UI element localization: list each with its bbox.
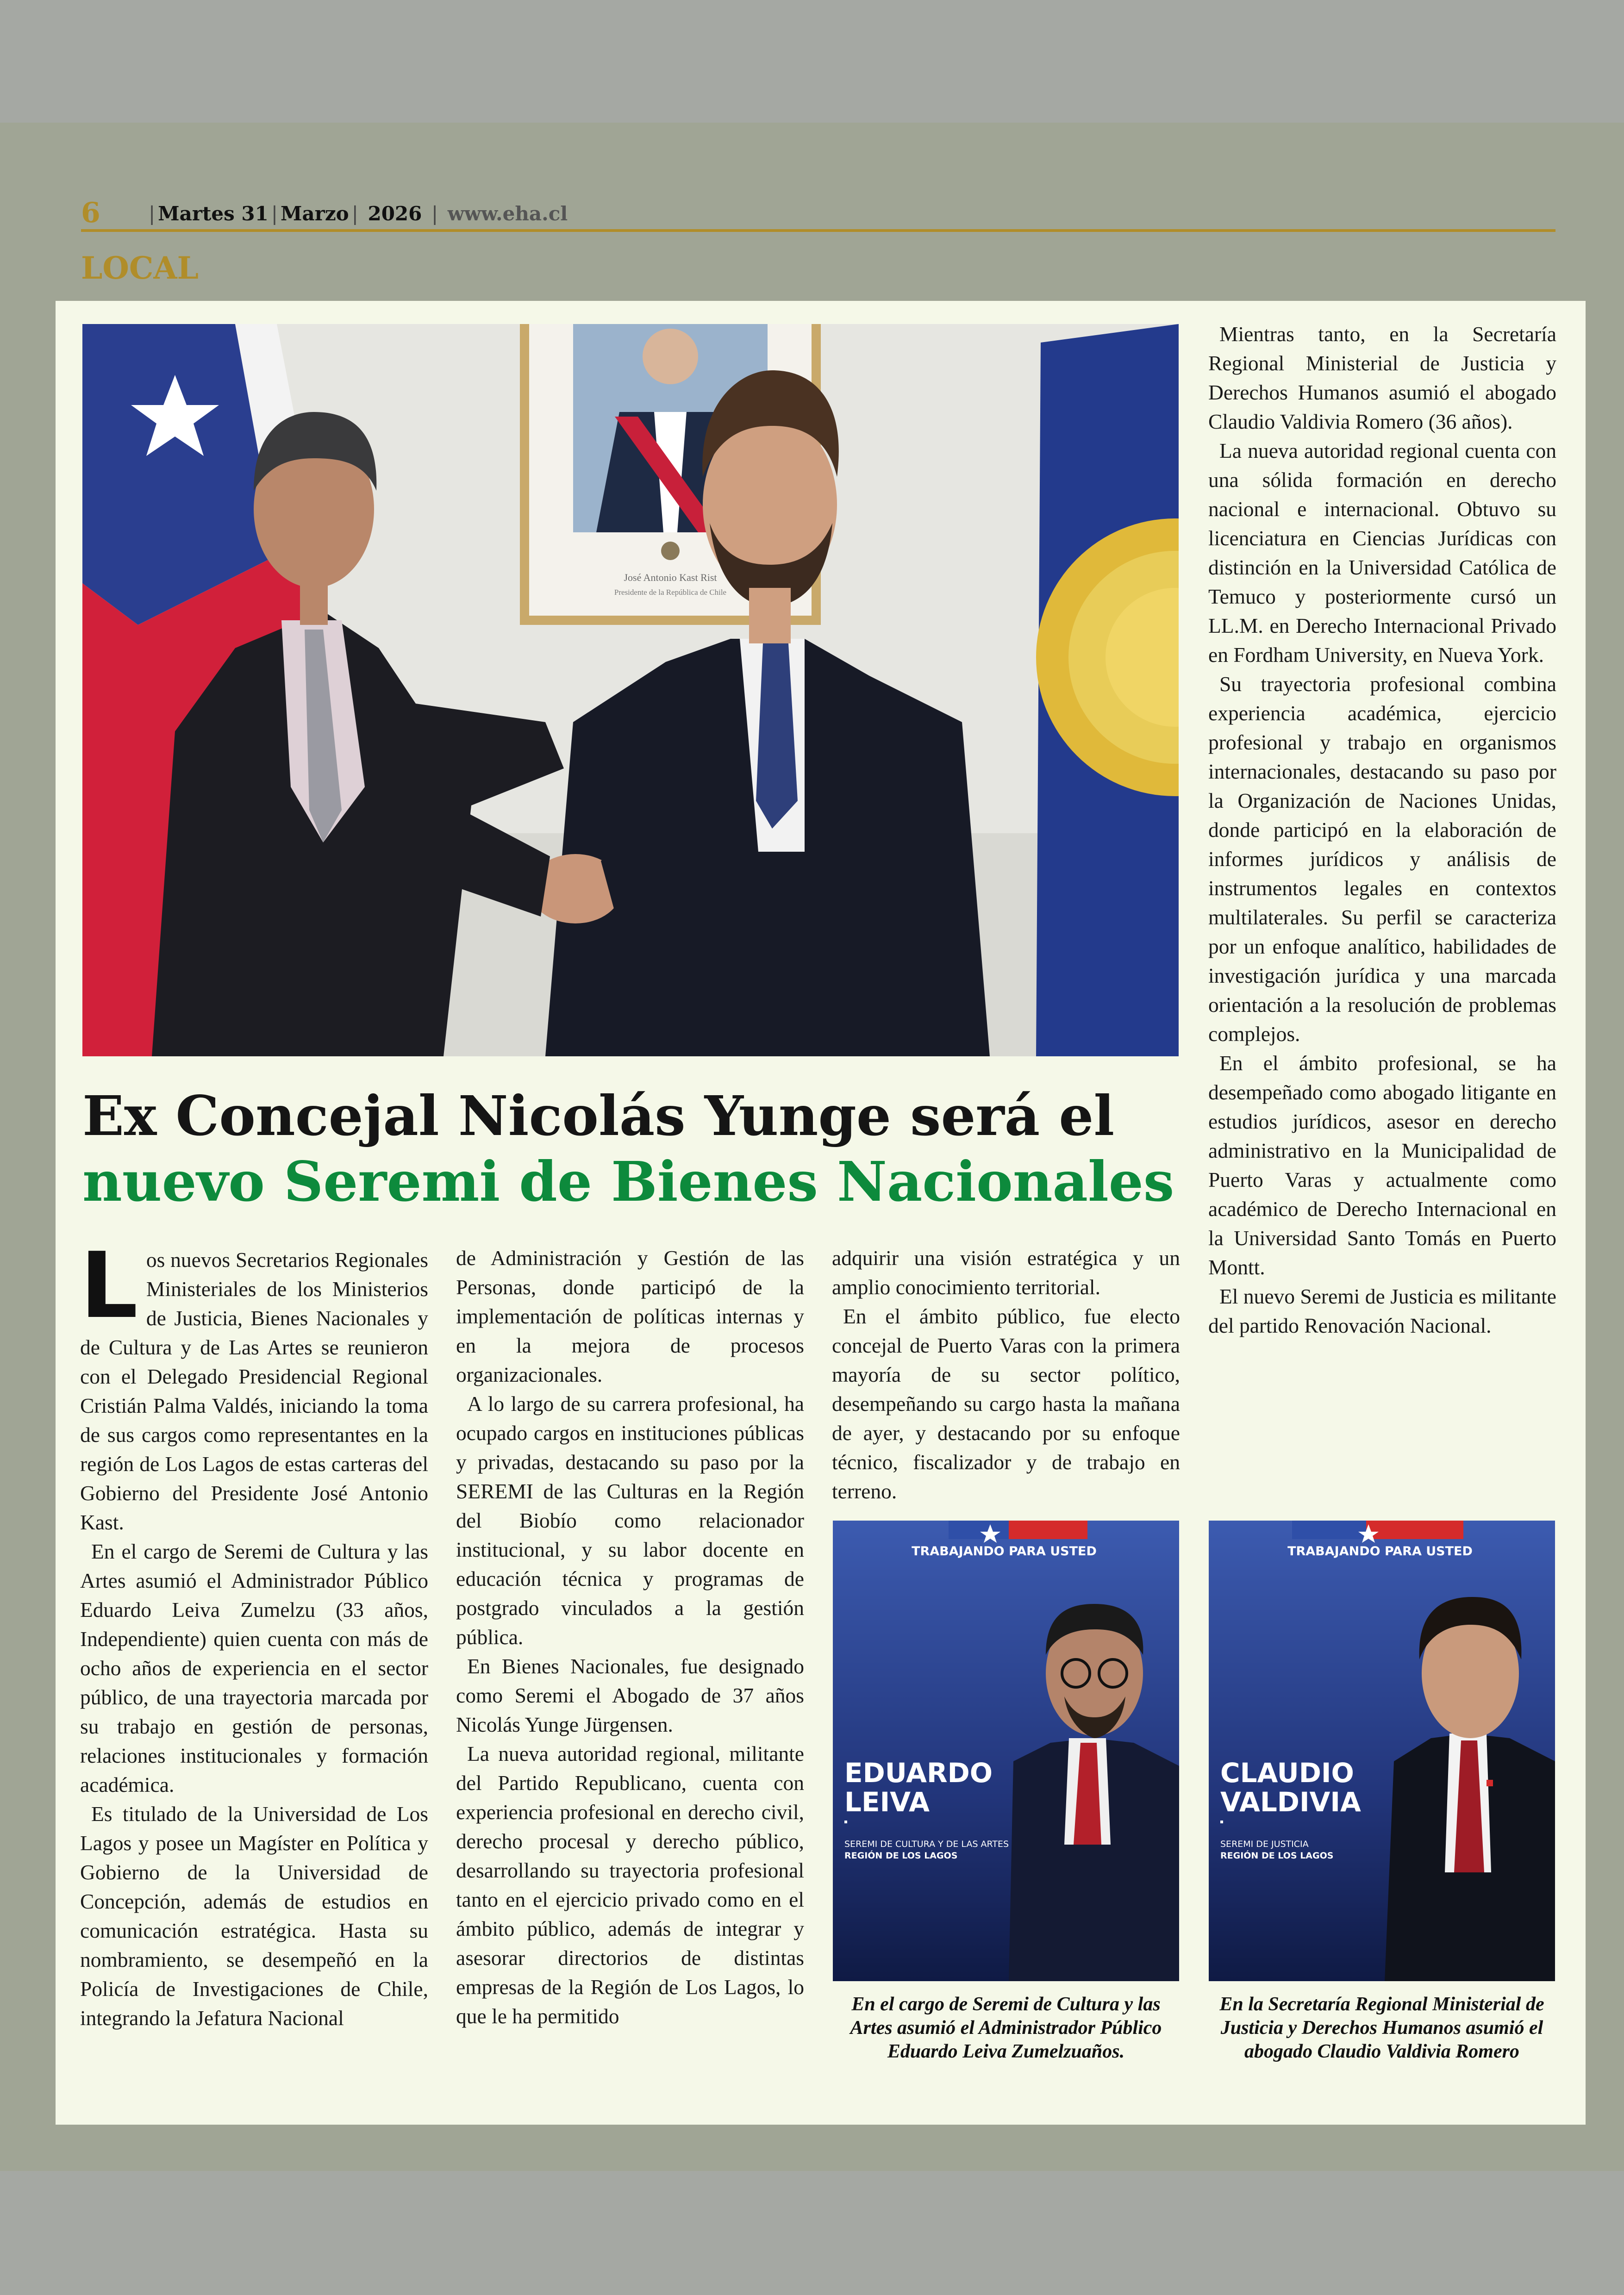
website-link[interactable]: www.eha.cl: [447, 202, 568, 225]
headline-line-2: nuevo Seremi de Bienes Nacionales: [82, 1149, 1174, 1214]
poster-caption-leiva: En el cargo de Seremi de Cultura y las Artes asumió el Administrador Público Eduardo Leiva Zumelzuaños.: [850, 1994, 1162, 2062]
article-paragraph: La nueva autoridad regional, militante del Partido Republicano, cuenta con experiencia profesional en derecho civil, derecho procesal y derecho público, desarrollando su trayectoria profesional tanto en el ejercicio privado como en el ámbito público, además de integrar y asesorar directorios de distintas empresas de la Región de Los Lagos, lo que le ha permitido: [456, 1742, 804, 2028]
article-paragraph: Mientras tanto, en la Secretaría Regional Ministerial de Justicia y Derechos Humanos asumió el abogado Claudio Valdivia Romero (36 años).: [1208, 322, 1556, 433]
poster-name-last: VALDIVIA: [1220, 1786, 1361, 1818]
article-paragraph: En el ámbito público, fue electo concejal de Puerto Varas con la primera mayoría de su sector político, desempeñando su cargo hasta la mañana de ayer, y destacando por su enfoque técnico, fiscalizador y de trabajo en terreno.: [832, 1304, 1180, 1503]
issue-info: | Martes 31 | Marzo | 2026 | www.eha.cl: [149, 202, 568, 225]
article-paragraph: de Administración y Gestión de las Personas, donde participó de la implementación de políticas internas y en la mejora de procesos organizacionales.: [456, 1246, 804, 1386]
article-paragraph: Es titulado de la Universidad de Los Lagos y posee un Magíster en Política y Gobierno de la Universidad de Concepción, además de estudios en comunicación estratégica. Hasta su nombramiento, se desempeñó en la Policía de Investigaciones de Chile, integrando la Jefatura Nacional: [80, 1802, 428, 2030]
article-column-4: [1208, 319, 1556, 1340]
article-headline: [82, 1083, 1193, 1215]
poster-banner: TRABAJANDO PARA USTED: [1287, 1544, 1473, 1559]
poster-banner: TRABAJANDO PARA USTED: [912, 1544, 1097, 1559]
issue-day: Martes 31: [158, 202, 269, 225]
article-paragraph: En el ámbito profesional, se ha desempeñado como abogado litigante en estudios jurídicos, asesor en derecho administrativo en la Municipalidad de Puerto Varas y actualmente como académico de Derecho Internacional en la Universidad Santo Tomás en Puerto Montt.: [1208, 1051, 1556, 1279]
banner-flag-blue: [1292, 1521, 1366, 1539]
poster-role: SEREMI DE CULTURA Y DE LAS ARTES: [844, 1839, 1009, 1849]
article-paragraph: En Bienes Nacionales, fue designado como Seremi el Abogado de 37 años Nicolás Yunge Jürgensen.: [456, 1654, 804, 1736]
article-column-3: [832, 1243, 1180, 1506]
poster-role: SEREMI DE JUSTICIA: [1220, 1839, 1309, 1849]
poster-eduardo-leiva: [833, 1521, 1179, 1981]
banner-flag-blue: [949, 1521, 1009, 1539]
poster-region: REGIÓN DE LOS LAGOS: [844, 1851, 958, 1861]
poster-claudio-valdivia: [1209, 1521, 1555, 1981]
poster-region: REGIÓN DE LOS LAGOS: [1220, 1851, 1334, 1861]
article-column-1: [80, 1233, 428, 2033]
issue-year: 2026: [368, 202, 422, 225]
issue-month: Marzo: [280, 202, 349, 225]
ministry-flag: [1036, 324, 1179, 1056]
handshake-illustration: [82, 324, 1179, 1056]
article-paragraph: Su trayectoria profesional combina experiencia académica, ejercicio profesional y trabajo en organismos internacionales, destacando su paso por la Organización de Naciones Unidas, donde participó en la elaboración de informes jurídicos y análisis de instrumentos legales en contextos multilaterales. Su perfil se caracteriza por un enfoque analítico, habilidades de investigación jurídica y una marcada orientación a la resolución de problemas complejos.: [1208, 672, 1556, 1046]
headline-line-1: Ex Concejal Nicolás Yunge será el: [82, 1084, 1115, 1148]
main-photo: [82, 324, 1179, 1056]
article-paragraph: A lo largo de su carrera profesional, ha ocupado cargos en instituciones públicas y privadas, destacando su paso por la SEREMI de las Culturas en la Región del Biobío como relacionador institucional, y su labor docente en educación técnica y programas de postgrado vinculados a la gestión pública.: [456, 1392, 804, 1649]
article-paragraph: El nuevo Seremi de Justicia es militante del partido Renovación Nacional.: [1208, 1285, 1556, 1337]
section-title: LOCAL: [81, 250, 199, 286]
lead-text: os nuevos Secretarios Regionales Ministeriales de los Ministerios de Justicia, Bienes Nacionales y de Cultura y de Las Artes se reunieron con el Delegado Presidencial Regional Cristián Palma Valdés, iniciando la toma de sus cargos como representantes en la región de Los Lagos de estas carteras del Gobierno del Presidente José Antonio Kast.: [80, 1248, 428, 1534]
article-paragraph: En el cargo de Seremi de Cultura y las Artes asumió el Administrador Público Eduardo Leiva Zumelzu (33 años, Independiente) quien cuenta con más de ocho años de experiencia en el sector público, de una trayectoria marcada por su trabajo en gestión de personas, relaciones institucionales y formación académica.: [80, 1540, 428, 1796]
portrait-caption-name: José Antonio Kast Rist: [624, 572, 717, 583]
poster-name-first: CLAUDIO: [1220, 1757, 1354, 1789]
article-column-2: [456, 1243, 804, 2031]
banner-flag-red: [1009, 1521, 1087, 1539]
drop-cap: L: [80, 1233, 138, 1339]
poster-caption-valdivia: En la Secretaría Regional Ministerial de Justicia y Derechos Humanos asumió el abogado Claudio Valdivia Romero: [1219, 1994, 1544, 2062]
poster-name-first: EDUARDO: [844, 1757, 993, 1789]
portrait-caption-title: Presidente de la República de Chile: [614, 588, 727, 597]
article-paragraph: La nueva autoridad regional cuenta con una sólida formación en derecho nacional e internacional. Obtuvo su licenciatura en Ciencias Jurídicas con distinción en la Universidad Católica de Temuco y posteriormente cursó un LL.M. en Derecho Internacional Privado en Fordham University, en Nueva York.: [1208, 439, 1556, 667]
banner-flag-red: [1366, 1521, 1463, 1539]
article-paragraph: adquirir una visión estratégica y un amplio conocimiento territorial.: [832, 1246, 1180, 1299]
page-number: 6: [81, 197, 100, 229]
page-header: [81, 197, 1555, 232]
article-paragraph: [80, 1233, 428, 1537]
poster-name-last: LEIVA: [844, 1786, 930, 1818]
